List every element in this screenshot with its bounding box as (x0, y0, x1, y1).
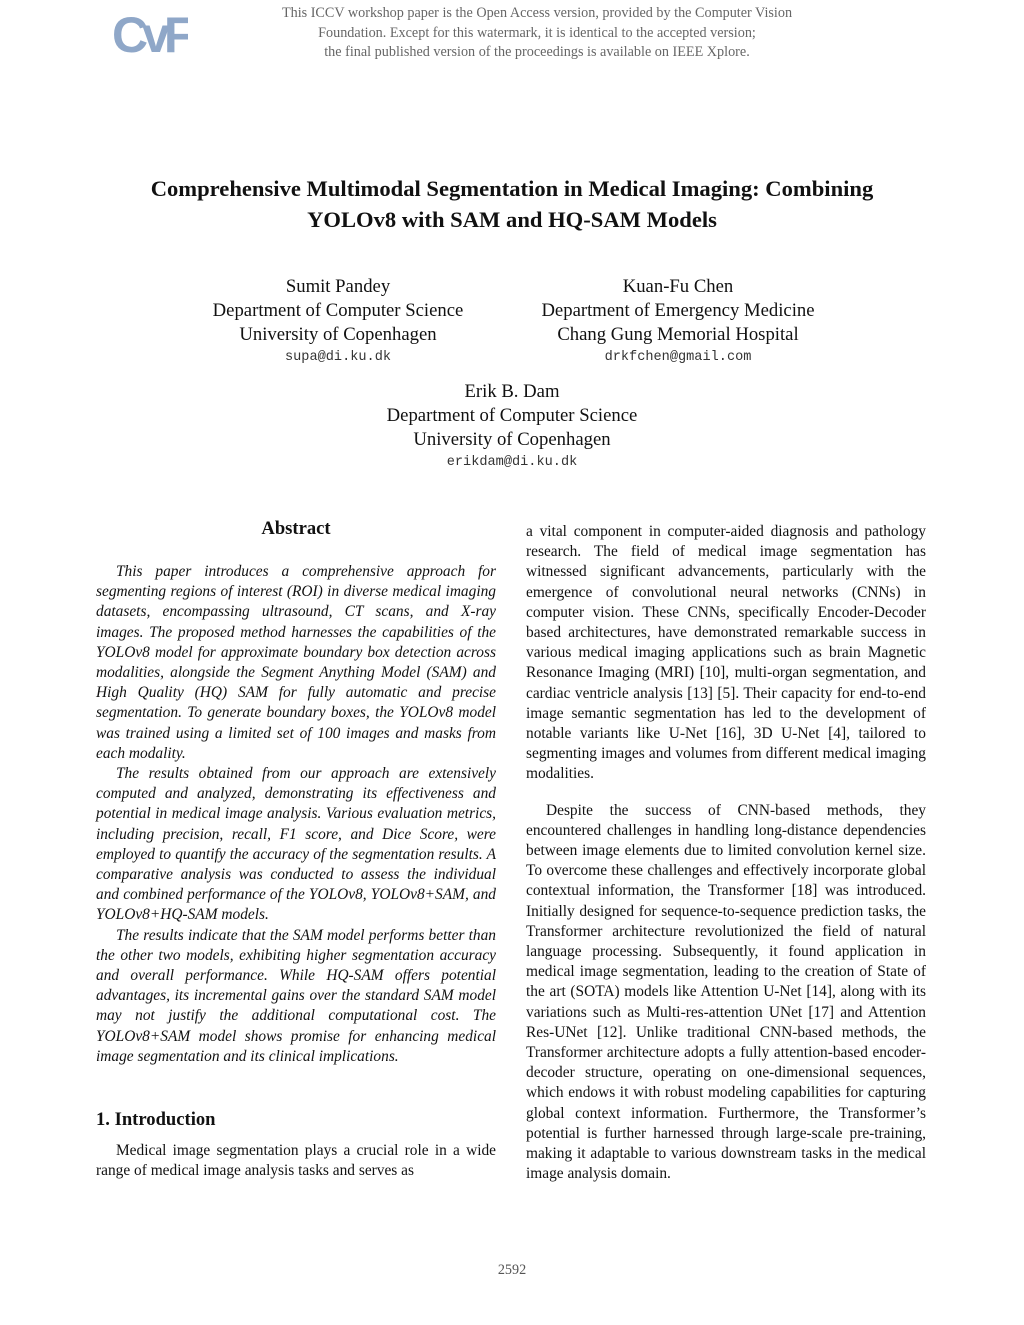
section-heading-introduction: 1. Introduction (96, 1109, 216, 1131)
watermark-line: Foundation. Except for this watermark, it is identical to the accepted version; (318, 24, 756, 41)
author-department: Department of Computer Science (386, 404, 638, 426)
paper-title (60, 174, 964, 235)
author-department: Department of Emergency Medicine (541, 299, 815, 321)
left-column (96, 516, 496, 1181)
abstract-paragraph: The results indicate that the SAM model performs better than the other two models, exhibiting higher segmentation accuracy and overall performance. While HQ-SAM offers potential advantages, its incremental gains over the standard SAM model may not justify the additional computational cost. The YOLOv8+SAM model shows promise for enhancing medical image segmentation and its clinical implications. (96, 926, 496, 1065)
author-institution: University of Copenhagen (239, 323, 437, 345)
author-institution: University of Copenhagen (413, 428, 611, 450)
author-email[interactable]: supa@di.ku.dk (284, 350, 392, 366)
abstract-heading: Abstract (261, 518, 331, 539)
author-department: Department of Computer Science (212, 299, 464, 321)
page-number: 2592 (497, 1262, 527, 1278)
abstract-paragraph: The results obtained from our approach are extensively computed and analyzed, demonstrating its effectiveness and potential in medical image analysis. Various evaluation metrics, including precision, recall, F1 score, and Dice Score, were employed to quantify the accuracy of the segmentation results. A comparative analysis was conducted to assess the individual and combined performance of the YOLOv8, YOLOv8+SAM, and YOLOv8+HQ-SAM models. (96, 765, 496, 924)
watermark-line: This ICCV workshop paper is the Open Access version, provided by the Computer Vision (281, 5, 793, 21)
author-name: Sumit Pandey (285, 276, 391, 297)
abstract-body (96, 562, 496, 1067)
author-email[interactable]: drkfchen@gmail.com (604, 350, 752, 366)
body-paragraph: Medical image segmentation plays a crucial role in a wide range of medical image analysis tasks and serves as (96, 1142, 496, 1180)
author-block (188, 275, 488, 368)
author-name: Kuan-Fu Chen (622, 276, 734, 297)
abstract-paragraph: This paper introduces a comprehensive approach for segmenting regions of interest (ROI) in diverse medical imaging datasets, encompassing ultrasound, CT scans, and X-ray images. The proposed method harnesses the capabilities of the YOLOv8 model for approximate boundary box detection across modalities, alongside the Segment Anything Model (SAM) and High Quality (HQ) SAM for fully automatic and precise segmentation. To generate boundary boxes, the YOLOv8 model was trained using a limited set of 100 images and masks from each modality. (96, 563, 496, 762)
paper-title-line: YOLOv8 with SAM and HQ-SAM Models (307, 206, 717, 232)
right-column (526, 522, 926, 1185)
paper-title-line: Comprehensive Multimodal Segmentation in Medical Imaging: Combining (150, 176, 874, 201)
author-name: Erik B. Dam (464, 381, 560, 402)
author-block (514, 275, 842, 368)
author-block (362, 380, 662, 473)
body-paragraph: a vital component in computer-aided diagnosis and pathology research. The field of medical image segmentation has witnessed significant advancements, particularly with the emergence of convolutional neural networks (CNNs) in computer vision. These CNNs, specifically Encoder-Decoder based architectures, have demonstrated remarkable success in various medical imaging applications such as brain Magnetic Resonance Imaging (MRI) [10], multi-organ segmentation, and cardiac ventricle analysis [13] [5]. Their capacity for end-to-end image semantic segmentation has led to the development of notable variants like U-Net [16], 3D U-Net [4], tailored to segmenting images and volumes from different medical imaging modalities. (526, 523, 926, 783)
author-email[interactable]: erikdam@di.ku.dk (446, 455, 578, 471)
body-paragraph: Despite the success of CNN-based methods, they encountered challenges in handling long-distance dependencies between image elements due to limited convolution kernel size. To overcome these challenges and effectively incorporate global contextual information, the Transformer [18] was introduced. Initially designed for sequence-to-sequence prediction tasks, the Transformer architecture revolutionized the field of natural language processing. Subsequently, it found application in medical image segmentation, leading to the creation of State of the art (SOTA) models like Attention U-Net [14], along with its variations such as Multi-res-attention UNet [17] and Attention Res-UNet [12]. Unlike traditional CNN-based methods, the Transformer architecture adopts a fully attention-based encoder-decoder structure, operating on one-dimensional sequences, which endows it with robust modeling capabilities for capturing global context information. Furthermore, the Transformer’s potential is further harnessed through large-scale pre-training, making it adaptable to various downstream tasks in the medical image analysis domain. (526, 801, 926, 1183)
svg-text:CvF: CvF (112, 8, 188, 58)
open-access-watermark (230, 4, 844, 63)
watermark-line: the final published version of the proceedings is available on IEEE Xplore. (324, 44, 750, 60)
author-institution: Chang Gung Memorial Hospital (557, 323, 799, 345)
cvf-logo-icon (112, 8, 188, 58)
